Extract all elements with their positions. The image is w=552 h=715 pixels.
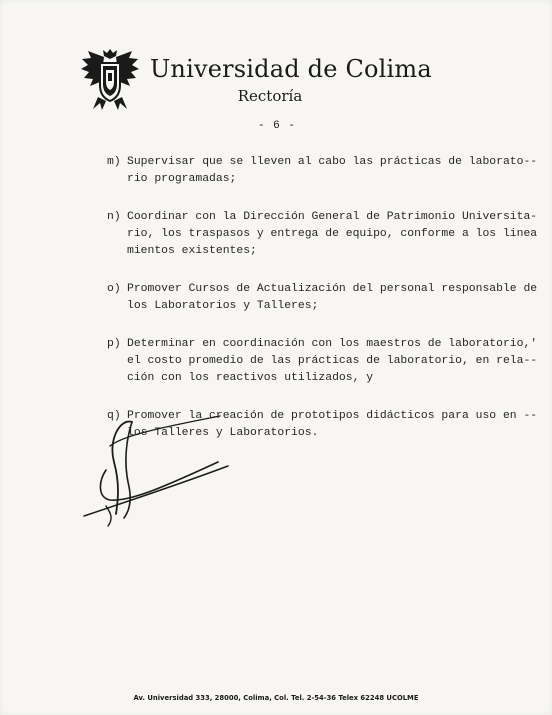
item-text-line: Promover la creación de prototipos didácticos para uso en -- [127, 410, 538, 422]
item-letter: q) [107, 410, 121, 422]
item-text-line: Promover Cursos de Actualización del personal responsable de [127, 283, 538, 295]
item-letter: m) [107, 156, 121, 168]
item-text-line: rio programadas; [127, 173, 237, 185]
item-text-line: Determinar en coordinación con los maestros de laboratorio,' [127, 338, 538, 350]
item-text-line: el costo promedio de las prácticas de laboratorio, en rela-- [127, 355, 538, 367]
list-item-o [107, 281, 538, 315]
list-item-m [107, 154, 538, 188]
department-name: Rectoría [237, 87, 303, 105]
page-number: - 6 - [257, 120, 296, 132]
item-text-line: los Laboratorios y Talleres; [127, 300, 319, 312]
item-letter: n) [107, 211, 121, 223]
item-text-line: Supervisar que se lleven al cabo las prácticas de laborato-- [127, 156, 538, 168]
university-name: Universidad de Colima [150, 55, 432, 83]
list-item-p [107, 336, 538, 387]
item-text-line: los Talleres y Laboratorios. [127, 427, 319, 439]
item-letter: p) [107, 338, 121, 350]
footer-address: Av. Universidad 333, 28000, Colima, Col. Tel. 2-54-36 Telex 62248 UCOLME [133, 694, 419, 702]
item-letter: o) [107, 283, 121, 295]
eagle-crest-icon [80, 45, 140, 111]
item-text-line: mientos existentes; [127, 245, 257, 257]
item-text-line: Coordinar con la Dirección General de Patrimonio Universita- [127, 211, 538, 223]
item-text-line: rio, los traspasos y entrega de equipo, conforme a los linea [127, 228, 538, 240]
signature-icon [70, 410, 260, 535]
item-text-line: ción con los reactivos utilizados, y [127, 372, 374, 384]
list-item-n [107, 209, 538, 260]
